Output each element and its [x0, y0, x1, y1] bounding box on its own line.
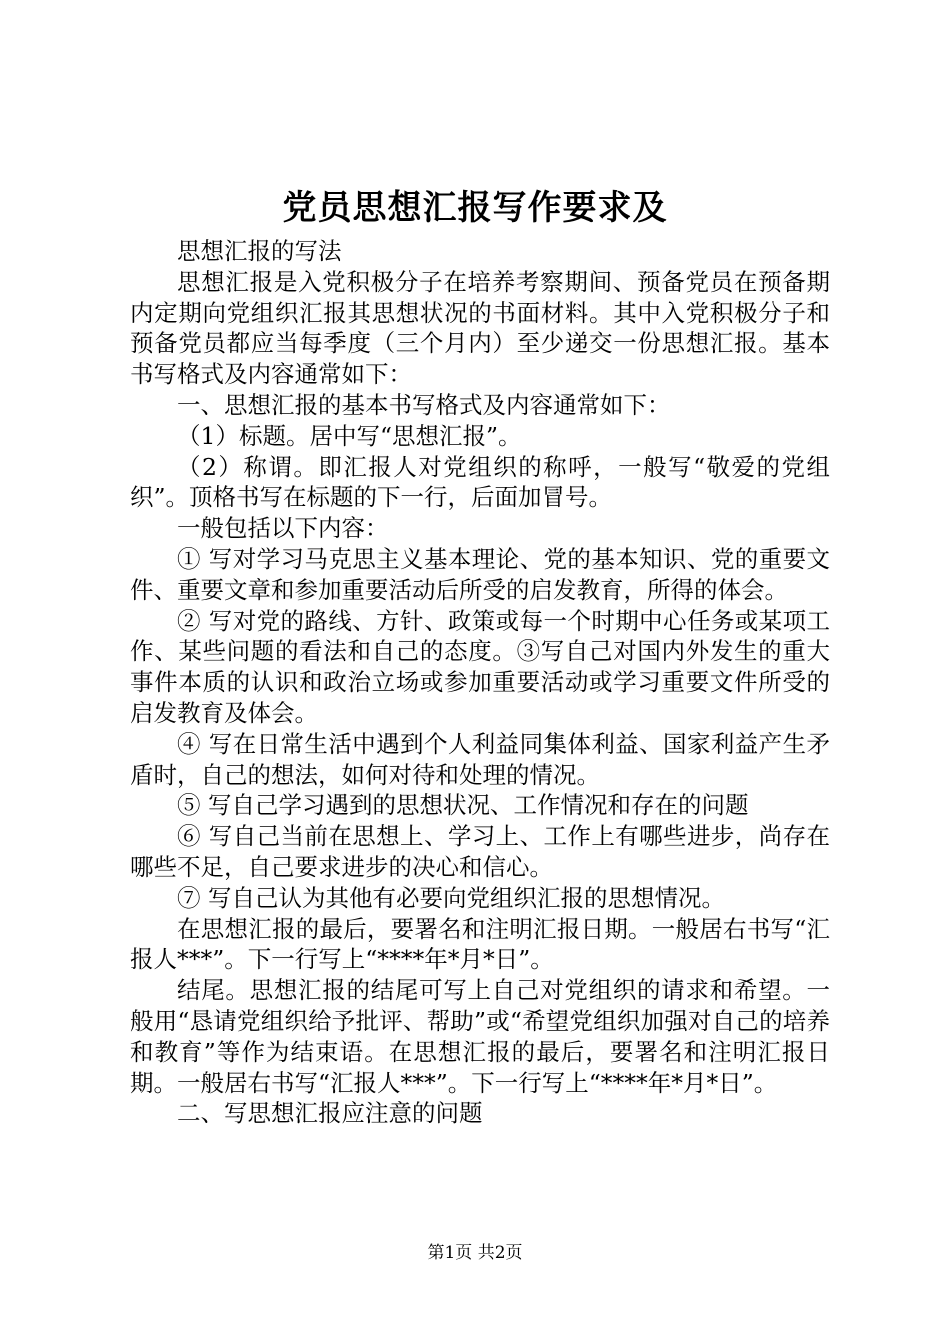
document-body — [130, 236, 830, 1129]
paragraph-7: ① 写对学习马克思主义基本理论、党的基本知识、党的重要文件、重要文章和参加重要活动后所受的启发教育，所得的体会。 — [130, 544, 830, 604]
paragraph-15: 二、写思想汇报应注意的问题 — [177, 1099, 483, 1128]
paragraph-6: 一般包括以下内容： — [177, 514, 389, 543]
paragraph-12: ⑦ 写自己认为其他有必要向党组织汇报的思想情况。 — [177, 883, 725, 912]
document-title: 党员思想汇报写作要求及 — [282, 188, 668, 228]
paragraph-14: 结尾。思想汇报的结尾可写上自己对党组织的请求和希望。一般用“恳请党组织给予批评、帮助”或“希望党组织加强对自己的培养和教育”等作为结束语。在思想汇报的最后，要署名和注明汇报日期。一般居右书写“汇报人***”。下一行写上“****年*月*日”。 — [130, 976, 830, 1097]
paragraph-3: 一、思想汇报的基本书写格式及内容通常如下： — [177, 390, 671, 419]
paragraph-10: ⑤ 写自己学习遇到的思想状况、工作情况和存在的问题 — [177, 791, 749, 820]
paragraph-13: 在思想汇报的最后，要署名和注明汇报日期。一般居右书写“汇报人***”。下一行写上“****年*月*日”。 — [130, 914, 830, 974]
page-number-footer: 第1页 共2页 — [427, 1243, 523, 1263]
paragraph-4: （1）标题。居中写“思想汇报”。 — [177, 421, 522, 450]
paragraph-1: 思想汇报的写法 — [177, 237, 342, 265]
paragraph-9: ④ 写在日常生活中遇到个人利益同集体利益、国家利益产生矛盾时，自己的想法，如何对待和处理的情况。 — [130, 729, 830, 789]
paragraph-11: ⑥ 写自己当前在思想上、学习上、工作上有哪些进步，尚存在哪些不足，自己要求进步的决心和信心。 — [130, 822, 830, 881]
paragraph-8: ② 写对党的路线、方针、政策或每一个时期中心任务或某项工作、某些问题的看法和自己的态度。③写自己对国内外发生的重大事件本质的认识和政治立场或参加重要活动或学习重要文件所受的启发教育及体会。 — [130, 606, 830, 727]
paragraph-5: （2）称谓。即汇报人对党组织的称呼，一般写“敬爱的党组织”。顶格书写在标题的下一行，后面加冒号。 — [130, 452, 830, 512]
paragraph-2: 思想汇报是入党积极分子在培养考察期间、预备党员在预备期内定期向党组织汇报其思想状况的书面材料。其中入党积极分子和预备党员都应当每季度（三个月内）至少递交一份思想汇报。基本书写格式及内容通常如下： — [130, 267, 830, 389]
